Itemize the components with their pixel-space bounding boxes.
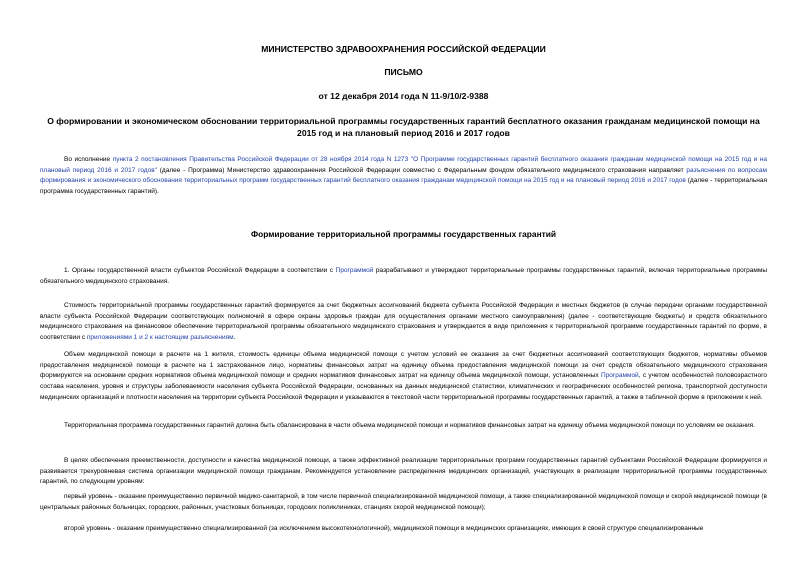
program-link[interactable]: Программой [335,267,374,274]
clarifications-link[interactable]: разъяснения по вопросам формирования и экономического обоснования территориальных программ государственных гарантий бесплатного оказания гражданам медицинской помощи на 2015 год и на плановый период 2016 и 2017 годов [40,166,767,185]
paragraph-2-text-2: . [233,334,236,342]
paragraph-1 [40,266,767,287]
program-decree-link[interactable]: пункта 2 постановления Правительства Российской Федерации от 28 ноября 2014 года N 1273 "О Программе государственных гарантий бесплатного оказания гражданам медицинской помощи на 2015 год и на плановый период 2016 и 2017 годов" [40,156,767,174]
paragraph-5: В целях обеспечения преемственности, доступности и качества медицинской помощи, а также эффективной реализации территориальных программ государственных гарантий субъектами Российской Федерации формируется и развивается трехуровневая система организации медицинской помощи гражданам. Рекомендуется установление распределения медицинских организаций, участвующих в реализации территориальной программы государственных гарантий, по следующим уровням: [40,457,767,486]
paragraph-3-text-1: Объем медицинской помощи в расчете на 1 жителя, стоимость единицы объема медицинской помощи с учетом условий ее оказания за счет бюджетных ассигнований соответствующих бюджетов, нормативы объемов предоставления медицинской помощи в расчете на 1 застрахованное лицо, нормативы финансовых затрат на единицу объема предоставления медицинской помощи за счет средств обязательного медицинского страхования формируются на основании средних нормативов объема медицинской помощи и средних нормативов финансовых затрат на единицу объема медицинской помощи, установленных [40,351,767,380]
paragraph-3-text-2: , с учетом особенностей половозрастного состава населения, уровня и структуры заболеваемости населения субъекта Российской Федерации, основанных на данных медицинской статистики, климатических и географических особенностей региона, транспортной доступности медицинских организаций и плотности населения на территории субъекта Российской Федерации и указываются в текстовой части территориальной программы государственных гарантий, а также в табличной форме в приложении к ней. [40,372,767,401]
paragraph-7: второй уровень - оказание преимущественно специализированной (за исключением высокотехнологичной), медицинской помощи в медицинских организациях, имеющих в своей структуре специализированные [64,525,704,532]
ministry-name: МИНИСТЕРСТВО ЗДРАВООХРАНЕНИЯ РОССИЙСКОЙ ФЕДЕРАЦИИ [261,44,546,54]
section-heading: Формирование территориальной программы государственных гарантий [250,229,557,239]
intro-text-3: (далее - территориальная программа государственных гарантий). [40,177,768,196]
paragraph-4: Территориальная программа государственных гарантий должна быть сбалансирована в части объема медицинской помощи и нормативов финансовых затрат на единицу объема медицинской помощи по условиям ее оказания. [64,422,755,429]
intro-paragraph [40,155,767,198]
document-type: ПИСЬМО [384,67,423,77]
paragraph-2 [40,301,767,344]
appendices-link[interactable]: приложениями 1 и 2 к настоящим разъяснениям [86,334,234,342]
paragraph-1-text-2: разрабатывают и утверждают территориальные программы государственных гарантий, включая территориальные программы обязательного медицинского страхования. [40,267,768,285]
paragraph-3 [40,350,767,404]
intro-text-2: (далее - Программа) Министерство здравоохранения Российской Федерации совместно с Федеральным фондом обязательного медицинского страхования направляет [156,166,687,174]
program-link-2[interactable]: Программой [601,372,639,380]
paragraph-6: первый уровень - оказание преимущественно первичной медико-санитарной, в том числе первичной специализированной медицинской помощи, а также специализированной медицинской помощи и скорой медицинской помощи (в центральных районных больницах, городских, районных, участковых больницах, городских поликлиниках, станциях скорой медицинской помощи); [40,493,767,511]
intro-text-1: Во исполнение [64,156,113,163]
paragraph-2-text-1: Стоимость территориальной программы государственных гарантий формируется за счет бюджетных ассигнований бюджета субъекта Российской Федерации и местных бюджетов (в случае передачи органами государственной власти субъекта Российской Федерации соответствующих полномочий в сфере охраны здоровья граждан для осуществления органами местного самоуправления) (далее - соответствующие бюджеты) и средств обязательного медицинского страхования на финансовое обеспечение территориальной программы обязательного медицинского страхования и утверждается в виде приложения к территориальной программе государственных гарантий по форме, в соответствии с [40,302,767,342]
document-date-number: от 12 декабря 2014 года N 11-9/10/2-9388 [318,91,489,101]
paragraph-1-text-1: 1. Органы государственной власти субъектов Российской Федерации в соответствии с [64,267,336,274]
document-title: О формировании и экономическом обосновании территориальной программы государственных гарантий бесплатного оказания гражданам медицинской помощи на 2015 год и на плановый период 2016 и 2017 годов [47,116,760,138]
